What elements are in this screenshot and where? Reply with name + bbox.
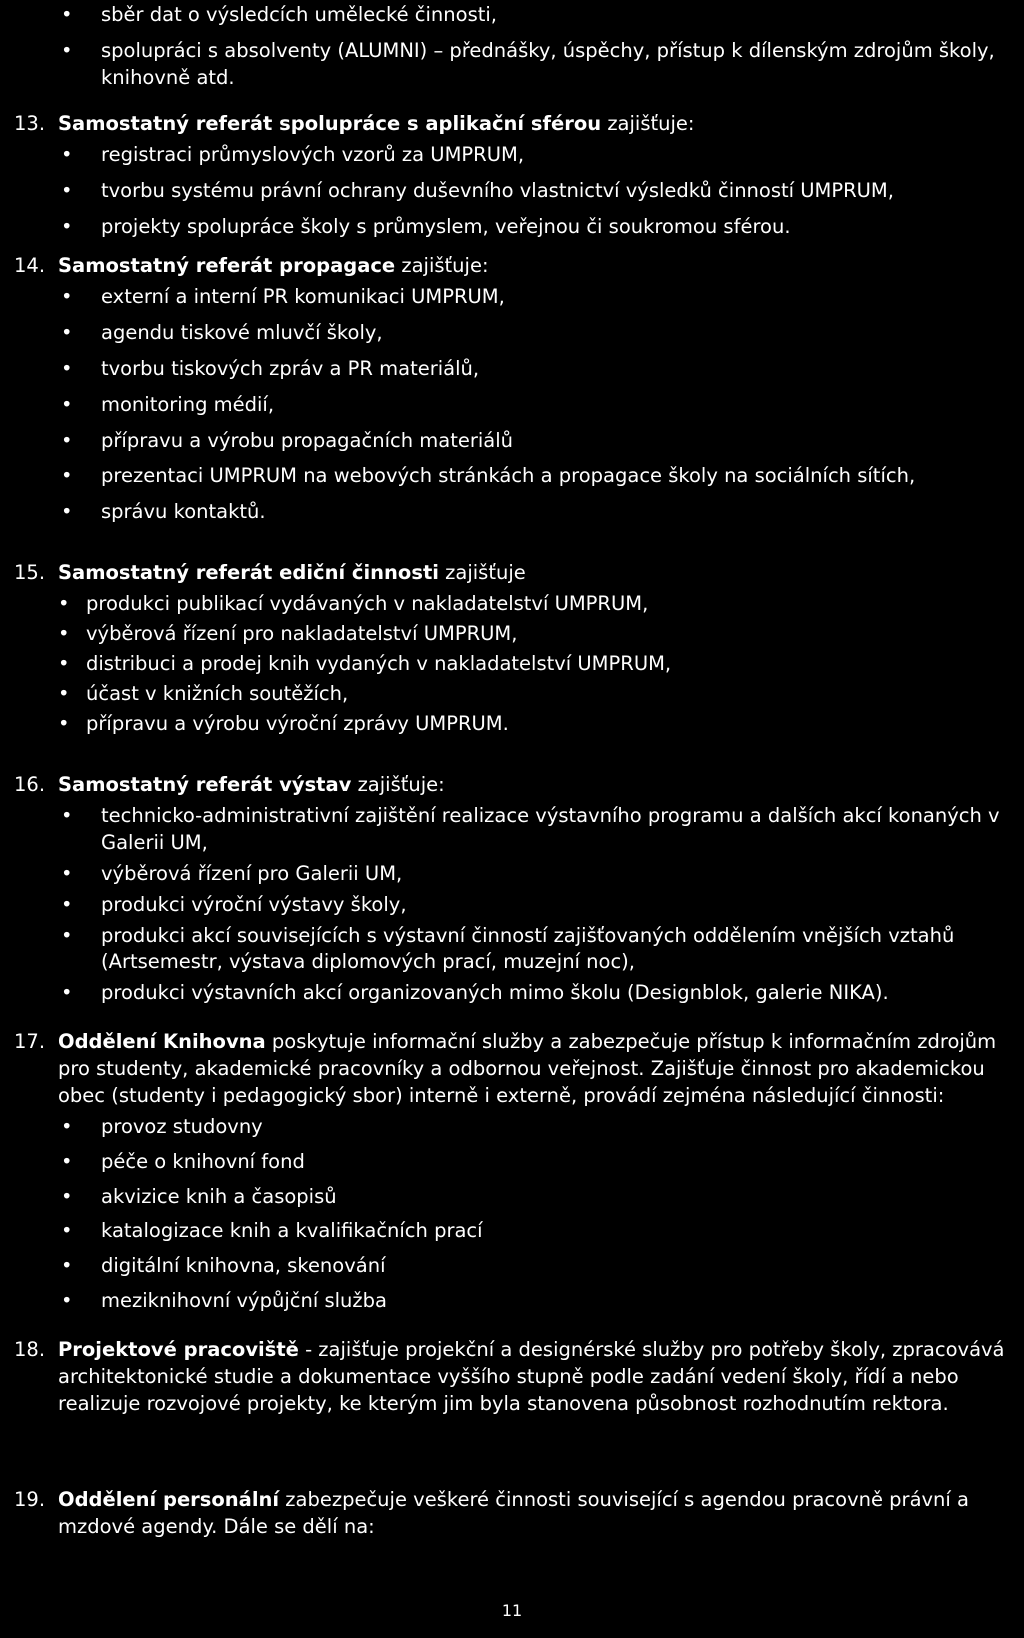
list-item: • správu kontaktů.: [58, 499, 1018, 526]
list-item: • produkci výroční výstavy školy,: [58, 892, 1018, 919]
section-number: 18.: [14, 1338, 46, 1361]
section-heading: [58, 111, 1018, 138]
list-item: • přípravu a výrobu výroční zprávy UMPRUM.: [58, 711, 1018, 738]
section-title: Samostatný referát propagace: [58, 254, 396, 277]
section-title: Samostatný referát spolupráce s aplikační sférou: [58, 112, 602, 135]
list-item: • péče o knihovní fond: [58, 1149, 1018, 1176]
section-number: 19.: [14, 1488, 46, 1511]
section-18: [14, 1337, 1018, 1422]
section-15: [14, 560, 1018, 740]
section-heading: [58, 772, 1018, 799]
list-item: • sběr dat o výsledcích umělecké činnosti,: [58, 2, 1018, 29]
list-item: • agendu tiskové mluvčí školy,: [58, 320, 1018, 347]
list-item: • produkci publikací vydávaných v nakladatelství UMPRUM,: [58, 591, 1018, 618]
section-number: 15.: [14, 561, 46, 584]
section-number: 13.: [14, 112, 46, 135]
list-item: • katalogizace knih a kvalifikačních prací: [58, 1218, 1018, 1245]
list-item: • produkci výstavních akcí organizovaných mimo školu (Designblok, galerie NIKA).: [58, 980, 1018, 1007]
list-item: • externí a interní PR komunikaci UMPRUM,: [58, 284, 1018, 311]
section-13: [14, 111, 1018, 250]
section-lead: poskytuje informační služby a zabezpečuje přístup k informačním zdrojům pro studenty, akademické pracovníky a odbornou veřejnost. Zajišťuje činnost pro akademickou obec (studenty i pedagogický sbor) interně i externě, provádí zejména následující činnosti:: [58, 1030, 997, 1107]
section-lead: zajišťuje:: [395, 254, 489, 277]
section-lead: zajišťuje:: [601, 112, 695, 135]
section-lead: - zajišťuje projekční a designérské služby pro potřeby školy, zpracovává architektonické studie a dokumentace vyššího stupně podle zadání vedení školy, řídí a nebo realizuje rozvojové projekty, ke kterým jim byla stanovena působnost rozhodnutím rektora.: [58, 1338, 1005, 1415]
section-title: Samostatný referát výstav: [58, 773, 352, 796]
list-item: • výběrová řízení pro nakladatelství UMPRUM,: [58, 621, 1018, 648]
section-14: [14, 253, 1018, 535]
list-item: • produkci akcí souvisejících s výstavní činností zajišťovaných oddělením vnějších vztahů (Artsemestr, výstava diplomových prací, muzejní noc),: [58, 923, 1018, 977]
section-16: [14, 772, 1018, 1011]
list-item: • technicko-administrativní zajištění realizace výstavního programu a dalších akcí konaných v Galerii UM,: [58, 803, 1018, 857]
list-item: • registraci průmyslových vzorů za UMPRUM,: [58, 142, 1018, 169]
section-title: Oddělení personální: [58, 1488, 280, 1511]
list-item: • akvizice knih a časopisů: [58, 1184, 1018, 1211]
list-item: • provoz studovny: [58, 1114, 1018, 1141]
section-number: 16.: [14, 773, 46, 796]
list-item: • prezentaci UMPRUM na webových stránkách a propagace školy na sociálních sítích,: [58, 463, 1018, 490]
section-heading: [58, 1337, 1018, 1418]
list-item: • tvorbu systému právní ochrany duševního vlastnictví výsledků činností UMPRUM,: [58, 178, 1018, 205]
section-19: [14, 1487, 1018, 1545]
section-number: 17.: [14, 1030, 46, 1053]
section-lead: zabezpečuje veškeré činnosti související s agendou pracovně právní a mzdové agendy. Dále se dělí na:: [58, 1488, 969, 1538]
list-item: • projekty spolupráce školy s průmyslem, veřejnou či soukromou sférou.: [58, 214, 1018, 241]
list-item: • tvorbu tiskových zpráv a PR materiálů,: [58, 356, 1018, 383]
list-item: • monitoring médií,: [58, 392, 1018, 419]
list-item: • meziknihovní výpůjční služba: [58, 1288, 1018, 1315]
section-heading: [58, 1029, 1018, 1110]
list-item: • distribuci a prodej knih vydaných v nakladatelství UMPRUM,: [58, 651, 1018, 678]
section-title: Oddělení Knihovna: [58, 1030, 266, 1053]
section-number: 14.: [14, 254, 46, 277]
section-heading: [58, 560, 1018, 587]
section-heading: [58, 253, 1018, 280]
section-lead: zajišťuje: [438, 561, 526, 584]
section-17: [14, 1029, 1018, 1323]
list-item: • účast v knižních soutěžích,: [58, 681, 1018, 708]
section-heading: [58, 1487, 1018, 1541]
list-item: • výběrová řízení pro Galerii UM,: [58, 861, 1018, 888]
page-number: 11: [501, 1601, 523, 1620]
continued-list: [14, 2, 1018, 101]
list-item: • digitální knihovna, skenování: [58, 1253, 1018, 1280]
list-item: • přípravu a výrobu propagačních materiálů: [58, 428, 1018, 455]
section-title: Projektové pracoviště: [58, 1338, 299, 1361]
list-item: • spolupráci s absolventy (ALUMNI) – přednášky, úspěchy, přístup k dílenským zdrojům školy, knihovně atd.: [58, 38, 1018, 92]
section-lead: zajišťuje:: [351, 773, 445, 796]
section-title: Samostatný referát ediční činnosti: [58, 561, 439, 584]
